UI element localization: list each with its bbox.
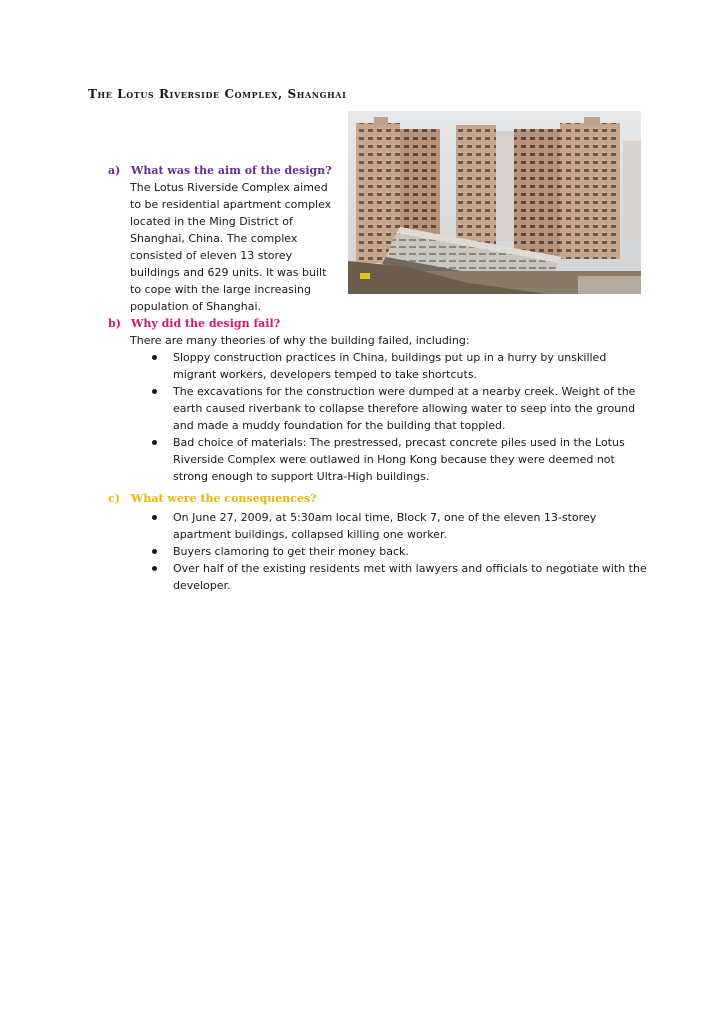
section-heading bbox=[108, 315, 648, 332]
list-item: Over half of the existing residents met with lawyers and officials to negotiate with the developer. bbox=[150, 560, 648, 594]
aim-paragraph: The Lotus Riverside Complex aimed to be residential apartment complex located in the Ming District of Shanghai, China. The complex consisted of eleven 13 storey buildings and 629 units. It was built to cope with the large increasing population of Shanghai. bbox=[130, 181, 332, 313]
bullet-icon bbox=[152, 515, 157, 520]
section-failure bbox=[108, 315, 648, 485]
failure-list bbox=[108, 349, 648, 485]
section-heading bbox=[108, 490, 648, 507]
bullet-icon bbox=[152, 440, 157, 445]
section-marker: b) bbox=[108, 317, 121, 330]
failure-intro: There are many theories of why the building failed, including: bbox=[130, 334, 470, 347]
list-item: Sloppy construction practices in China, buildings put up in a hurry by unskilled migrant workers, developers temped to take shortcuts. bbox=[150, 349, 648, 383]
section-heading-text: What was the aim of the design? bbox=[131, 164, 332, 177]
list-item: The excavations for the construction were dumped at a nearby creek. Weight of the earth caused riverbank to collapse therefore allowing water to seep into the ground and made a muddy foundation for the building that toppled. bbox=[150, 383, 648, 434]
section-heading bbox=[108, 162, 648, 179]
section-aim bbox=[108, 162, 648, 315]
list-item: Bad choice of materials: The prestressed, precast concrete piles used in the Lotus Riverside Complex were outlawed in Hong Kong because they were deemed not strong enough to support Ultra-High buildings. bbox=[150, 434, 648, 485]
section-marker: a) bbox=[108, 164, 121, 177]
document-title: The Lotus Riverside Complex, Shanghai bbox=[88, 87, 347, 101]
list-item: Buyers clamoring to get their money back. bbox=[150, 543, 648, 560]
section-heading-text: Why did the design fail? bbox=[131, 317, 281, 330]
bullet-icon bbox=[152, 389, 157, 394]
list-item: On June 27, 2009, at 5:30am local time, Block 7, one of the eleven 13-storey apartment buildings, collapsed killing one worker. bbox=[150, 509, 648, 543]
bullet-icon bbox=[152, 549, 157, 554]
section-marker: c) bbox=[108, 492, 120, 505]
consequences-list bbox=[108, 509, 648, 594]
bullet-icon bbox=[152, 355, 157, 360]
bullet-icon bbox=[152, 566, 157, 571]
section-consequences bbox=[108, 490, 648, 594]
section-heading-text: What were the consequences? bbox=[131, 492, 317, 505]
